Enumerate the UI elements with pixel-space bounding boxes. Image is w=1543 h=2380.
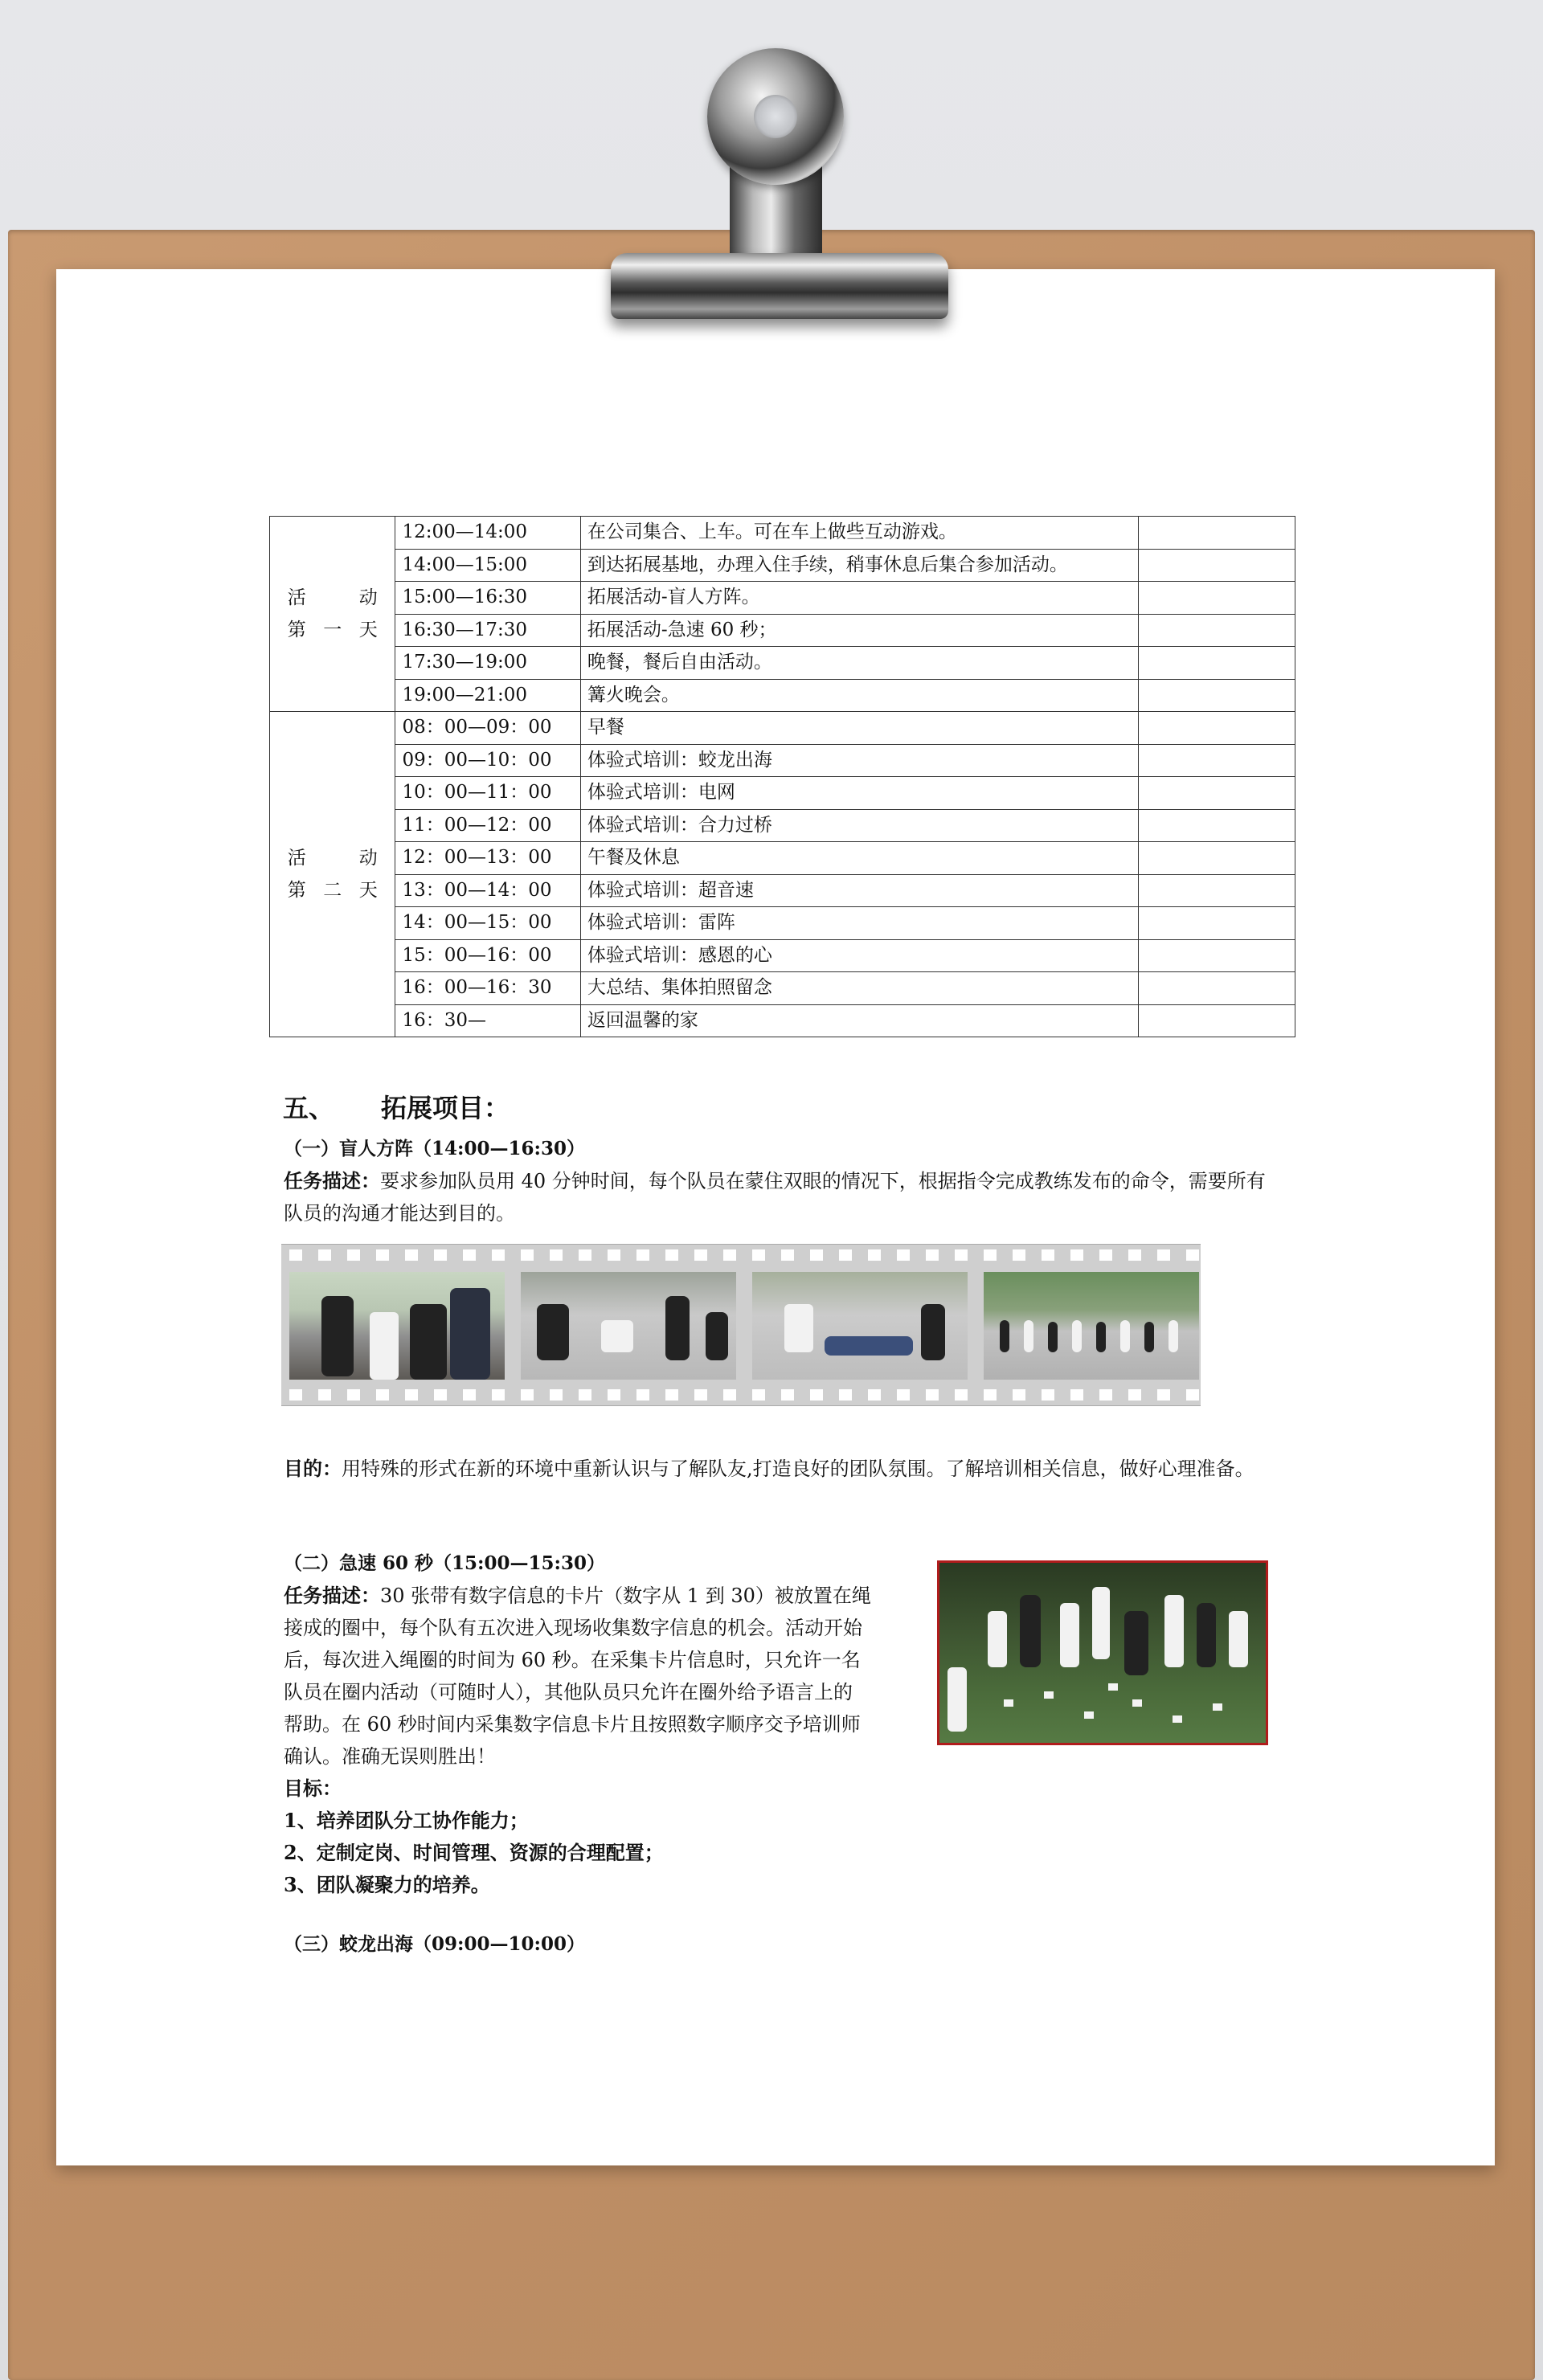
schedule-row bbox=[270, 647, 1295, 680]
schedule-row bbox=[270, 842, 1295, 875]
schedule-notes bbox=[1139, 744, 1295, 777]
schedule-time: 16：30— bbox=[395, 1004, 580, 1037]
schedule-day-label: 活动 第二天 bbox=[270, 712, 395, 1037]
schedule-row bbox=[270, 907, 1295, 940]
schedule-notes bbox=[1139, 874, 1295, 907]
schedule-time: 14：00—15：00 bbox=[395, 907, 580, 940]
schedule-notes bbox=[1139, 712, 1295, 745]
schedule-time: 13：00—14：00 bbox=[395, 874, 580, 907]
schedule-row bbox=[270, 549, 1295, 582]
schedule-time: 10：00—11：00 bbox=[395, 777, 580, 810]
schedule-activity: 体验式培训：超音速 bbox=[580, 874, 1139, 907]
item1-photo-strip bbox=[281, 1244, 1201, 1406]
schedule-activity: 体验式培训：合力过桥 bbox=[580, 809, 1139, 842]
schedule-time: 16：00—16：30 bbox=[395, 972, 580, 1005]
photo-blindfold-2 bbox=[521, 1272, 736, 1380]
schedule-row bbox=[270, 809, 1295, 842]
schedule-time: 19:00—21:00 bbox=[395, 679, 580, 712]
schedule-notes bbox=[1139, 972, 1295, 1005]
schedule-time: 08：00—09：00 bbox=[395, 712, 580, 745]
schedule-notes bbox=[1139, 614, 1295, 647]
schedule-activity: 在公司集合、上车。可在车上做些互动游戏。 bbox=[580, 517, 1139, 550]
schedule-notes bbox=[1139, 907, 1295, 940]
schedule-notes bbox=[1139, 939, 1295, 972]
schedule-time: 17:30—19:00 bbox=[395, 647, 580, 680]
schedule-notes bbox=[1139, 809, 1295, 842]
schedule-row bbox=[270, 712, 1295, 745]
photo-blindfold-4 bbox=[984, 1272, 1199, 1380]
schedule-row bbox=[270, 582, 1295, 615]
schedule-row bbox=[270, 972, 1295, 1005]
schedule-activity: 拓展活动-盲人方阵。 bbox=[580, 582, 1139, 615]
schedule-time: 14:00—15:00 bbox=[395, 549, 580, 582]
schedule-row bbox=[270, 679, 1295, 712]
schedule-time: 12:00—14:00 bbox=[395, 517, 580, 550]
schedule-row bbox=[270, 744, 1295, 777]
schedule-activity: 体验式培训：雷阵 bbox=[580, 907, 1139, 940]
schedule-activity: 返回温馨的家 bbox=[580, 1004, 1139, 1037]
schedule-row bbox=[270, 517, 1295, 550]
schedule-time: 09：00—10：00 bbox=[395, 744, 580, 777]
schedule-activity: 大总结、集体拍照留念 bbox=[580, 972, 1139, 1005]
schedule-activity: 早餐 bbox=[580, 712, 1139, 745]
schedule-time: 11：00—12：00 bbox=[395, 809, 580, 842]
item3-title: （三）蛟龙出海（09:00—10:00） bbox=[284, 1933, 586, 1955]
section-heading: 五、 拓展项目： bbox=[283, 1093, 510, 1123]
schedule-activity: 晚餐，餐后自由活动。 bbox=[580, 647, 1139, 680]
schedule-notes bbox=[1139, 647, 1295, 680]
schedule-activity: 到达拓展基地，办理入住手续，稍事休息后集合参加活动。 bbox=[580, 549, 1139, 582]
schedule-row bbox=[270, 614, 1295, 647]
schedule-activity: 拓展活动-急速 60 秒； bbox=[580, 614, 1139, 647]
item1-task: 任务描述：要求参加队员用 40 分钟时间，每个队员在蒙住双眼的情况下，根据指令完成教练发布的命令，需要所有队员的沟通才能达到目的。 bbox=[284, 1169, 1266, 1225]
schedule-activity: 体验式培训：电网 bbox=[580, 777, 1139, 810]
schedule-notes bbox=[1139, 842, 1295, 875]
item2-task: 任务描述：30 张带有数字信息的卡片（数字从 1 到 30）被放置在绳 接成的圈中，每个队有五次进入现场收集数字信息的机会。活动开始 后，每次进入绳圈的时间为 60 秒。在采集卡片信息时，只允许一名 队员在圈内活动（可随时人），其他队员只允许在圈外给予语言上的 帮助。在 60 秒时间内采集数字信息卡片且按照数字顺序交予培训师 确认。准确无误则胜出！ bbox=[284, 1584, 871, 1768]
schedule-notes bbox=[1139, 777, 1295, 810]
schedule-notes bbox=[1139, 517, 1295, 550]
schedule-row bbox=[270, 1004, 1295, 1037]
schedule-activity: 午餐及休息 bbox=[580, 842, 1139, 875]
schedule-row bbox=[270, 939, 1295, 972]
schedule-notes bbox=[1139, 679, 1295, 712]
item2-goals: 目标： 1、培养团队分工协作能力； 2、定制定岗、时间管理、资源的合理配置； 3、团队凝聚力的培养。 bbox=[284, 1777, 664, 1896]
schedule-table bbox=[269, 516, 1295, 1037]
schedule-day-label: 活动 第一天 bbox=[270, 517, 395, 712]
schedule-activity: 体验式培训：蛟龙出海 bbox=[580, 744, 1139, 777]
schedule-activity: 篝火晚会。 bbox=[580, 679, 1139, 712]
item1-title: （一）盲人方阵（14:00—16:30） bbox=[284, 1138, 586, 1159]
schedule-notes bbox=[1139, 1004, 1295, 1037]
schedule-row bbox=[270, 777, 1295, 810]
item1-goal: 目的：用特殊的形式在新的环境中重新认识与了解队友,打造良好的团队氛围。了解培训相关信息，做好心理准备。 bbox=[284, 1457, 1254, 1480]
photo-blindfold-3 bbox=[752, 1272, 968, 1380]
photo-blindfold-1 bbox=[289, 1272, 505, 1380]
schedule-time: 15：00—16：00 bbox=[395, 939, 580, 972]
schedule-activity: 体验式培训：感恩的心 bbox=[580, 939, 1139, 972]
schedule-time: 15:00—16:30 bbox=[395, 582, 580, 615]
schedule-time: 16:30—17:30 bbox=[395, 614, 580, 647]
schedule-notes bbox=[1139, 582, 1295, 615]
item2-title: （二）急速 60 秒（15:00—15:30） bbox=[284, 1552, 606, 1574]
binder-clip bbox=[611, 48, 948, 354]
schedule-notes bbox=[1139, 549, 1295, 582]
item2-photo bbox=[937, 1560, 1268, 1745]
schedule-row bbox=[270, 874, 1295, 907]
schedule-time: 12：00—13：00 bbox=[395, 842, 580, 875]
